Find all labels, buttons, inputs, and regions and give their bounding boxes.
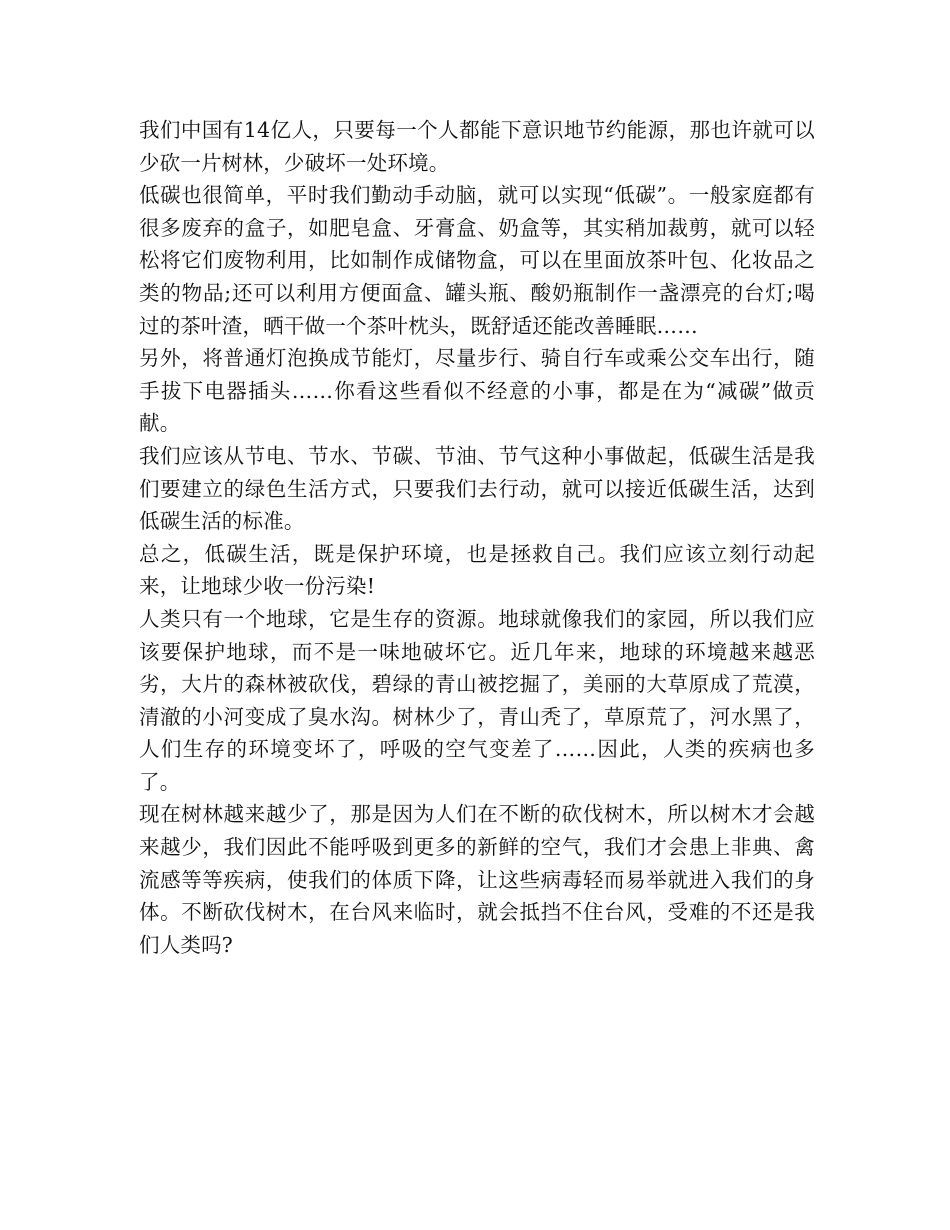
paragraph-4: 我们应该从节电、节水、节碳、节油、节气这种小事做起，低碳生活是我们要建立的绿色生活方式，只要我们去行动，就可以接近低碳生活，达到低碳生活的标准。: [139, 443, 815, 534]
paragraph-3: 另外，将普通灯泡换成节能灯，尽量步行、骑自行车或乘公交车出行，随手拔下电器插头……你看这些看似不经意的小事，都是在为“减碳”做贡献。: [139, 346, 815, 436]
paragraph-2: 低碳也很简单，平时我们勤动手动脑，就可以实现“低碳”。一般家庭都有很多废弃的盒子，如肥皂盒、牙膏盒、奶盒等，其实稍加裁剪，就可以轻松将它们废物利用，比如制作成储物盒，可以在里面放茶叶包、化妆品之类的物品;还可以利用方便面盒、罐头瓶、酸奶瓶制作一盏漂亮的台灯;喝过的茶叶渣，晒干做一个茶叶枕头，既舒适还能改善睡眠……: [139, 183, 815, 338]
document-body: [139, 114, 815, 961]
paragraph-5: 总之，低碳生活，既是保护环境，也是拯救自己。我们应该立刻行动起来，让地球少收一份污染!: [139, 541, 815, 599]
paragraph-1: 我们中国有14亿人，只要每一个人都能下意识地节约能源，那也许就可以少砍一片树林，少破坏一处环境。: [139, 118, 815, 175]
paragraph-6: 人类只有一个地球，它是生存的资源。地球就像我们的家园，所以我们应该要保护地球，而不是一味地破坏它。近几年来，地球的环境越来越恶劣，大片的森林被砍伐，碧绿的青山被挖掘了，美丽的大草原成了荒漠，清澈的小河变成了臭水沟。树林少了，青山秃了，草原荒了，河水黑了，人们生存的环境变坏了，呼吸的空气变差了……因此，人类的疾病也多了。: [139, 606, 815, 794]
paragraph-7: 现在树林越来越少了，那是因为人们在不断的砍伐树木，所以树木才会越来越少，我们因此不能呼吸到更多的新鲜的空气，我们才会患上非典、禽流感等等疾病，使我们的体质下降，让这些病毒轻而易举就进入我们的身体。不断砍伐树木，在台风来临时，就会抵挡不住台风，受难的不还是我们人类吗?: [139, 802, 815, 957]
